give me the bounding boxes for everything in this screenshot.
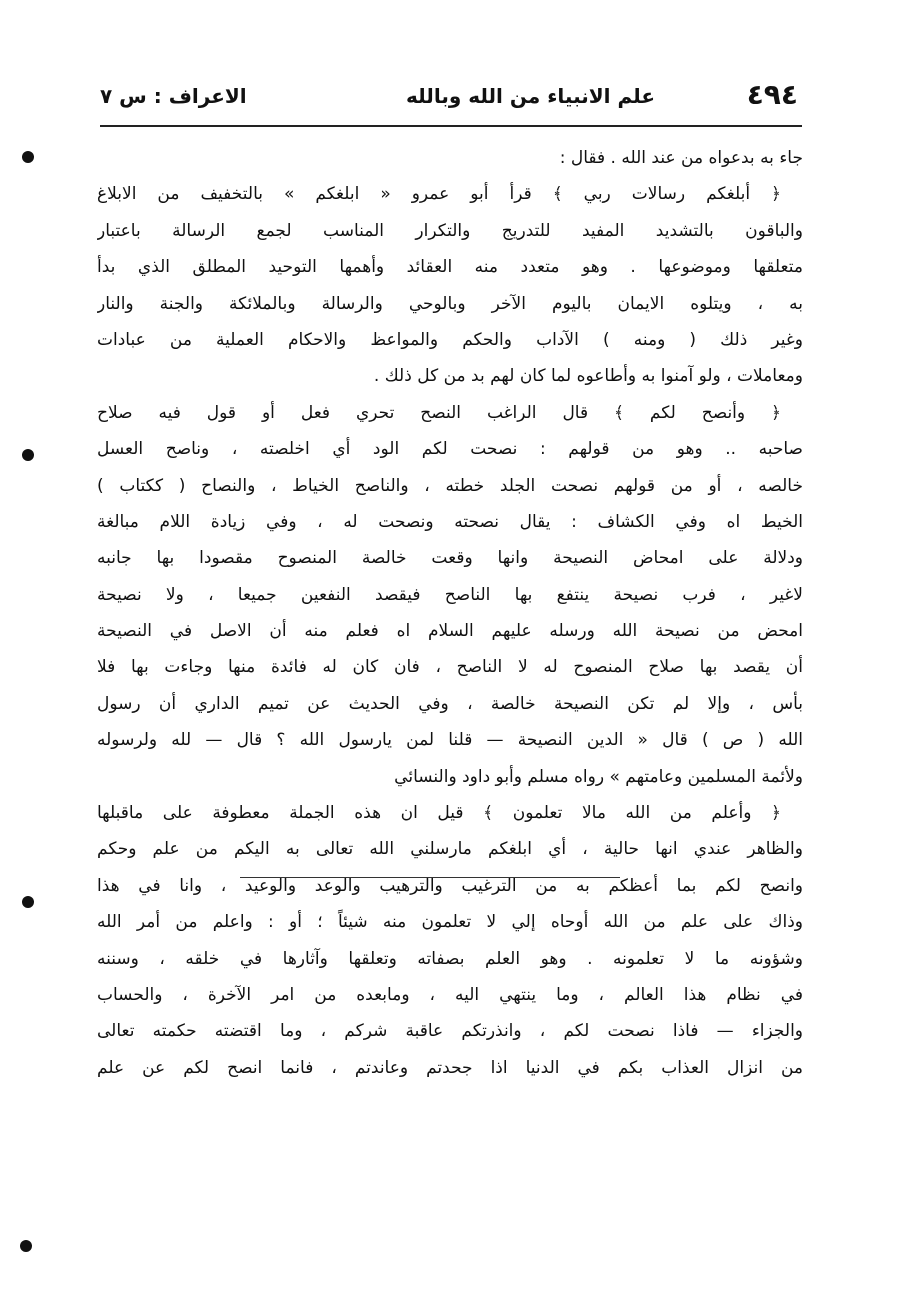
text-line: ﴿ وأنصح لكم ﴾ قال الراغب النصح تحري فعل أو قول فيه صلاح <box>97 402 781 423</box>
text-line: والظاهر عندي انها حالية ، أي ابلغكم مارسلني الله تعالى به اليكم من علم وحكم <box>97 839 803 860</box>
page-header <box>100 78 800 118</box>
text-line: ﴿ أبلغكم رسالات ربي ﴾ قرأ أبو عمرو « ابلغكم » بالتخفيف من الابلاغ <box>97 184 781 205</box>
section-divider <box>240 877 620 878</box>
page-number: ٤٩٤ <box>746 78 798 111</box>
text-line: ودلالة على امحاض النصيحة وانها وقعت خالصة المنصوح مقصودا بها جانبه <box>97 548 803 569</box>
margin-dot <box>22 151 34 163</box>
margin-dot <box>22 896 34 908</box>
text-line: وذاك على علم من الله أوحاه إلي لا تعلمون منه شيئاً ؛ أو : واعلم من أمر الله <box>97 912 803 933</box>
text-line: في نظام هذا العالم ، وما ينتهي اليه ، ومابعده من امر الآخرة ، والحساب <box>97 984 803 1005</box>
text-line: امحض من نصيحة الله ورسله عليهم السلام اه فعلم منه أن الاصل في النصيحة <box>97 621 803 642</box>
text-line: ﴿ وأعلم من الله مالا تعلمون ﴾ قيل ان هذه الجملة معطوفة على ماقبلها <box>97 803 781 824</box>
header-rule <box>100 125 802 127</box>
text-line: صاحبه .. وهو من قولهم : نصحت لكم الود أي اخلصته ، وناصح العسل <box>97 439 803 460</box>
text-line: الخيط اه وفي الكشاف : يقال نصحته ونصحت له ، وفي زيادة اللام مبالغة <box>97 511 803 532</box>
text-line: الله ( ص ) قال « الدين النصيحة — قلنا لمن يارسول الله ؟ قال — لله ولرسوله <box>97 730 803 751</box>
text-line: خالصه ، أو من قولهم نصحت الجلد خطته ، والناصح الخياط ، والنصاح ( ككتاب ) <box>97 475 803 496</box>
text-line: والجزاء — فاذا نصحت لكم ، وانذرتكم عاقبة شركم ، وما اقتضته حكمته تعالى <box>97 1021 803 1042</box>
body-text <box>97 140 803 1086</box>
text-line: وغير ذلك ( ومنه ) الآداب والحكم والمواعظ والاحكام العملية من عبادات <box>97 329 803 350</box>
text-line: به ، ويتلوه الايمان باليوم الآخر وبالوحي والرسالة وبالملائكة والجنة والنار <box>97 293 803 314</box>
text-line: وشؤونه ما لا تعلمونه . وهو العلم بصفاته وتعلقها وآثارها في خلقه ، وسننه <box>97 948 803 969</box>
running-title: علم الانبياء من الله وبالله <box>406 84 655 108</box>
text-line: لاغير ، فرب نصيحة ينتفع بها الناصح فيقصد النفعين جميعا ، ولا نصيحة <box>97 584 803 605</box>
text-line: أن يقصد بها صلاح المنصوح له لا الناصح ، فان كان له فائدة منها وجاءت بها فلا <box>97 657 803 678</box>
text-line: ومعاملات ، ولو آمنوا به وأطاعوه لما كان لهم بد من كل ذلك . <box>373 366 803 387</box>
text-line: متعلقها وموضوعها . وهو متعدد منه العقائد وأهمها التوحيد المطلق الذي بدأ <box>97 257 803 278</box>
margin-dot <box>22 449 34 461</box>
text-line: جاء به بدعواه من عند الله . فقال : <box>559 148 803 168</box>
text-line: ولأئمة المسلمين وعامتهم » رواه مسلم وأبو داود والنسائي <box>394 766 803 787</box>
surah-reference: الاعراف : س ٧ <box>100 84 247 108</box>
text-line: بأس ، وإلا لم تكن النصيحة خالصة ، وفي الحديث عن تميم الداري أن رسول <box>97 693 803 714</box>
text-line: وانصح لكم بما أعظكم به من الترغيب والترهيب والوعد والوعيد ، وانا في هذا <box>97 875 803 896</box>
text-line: والباقون بالتشديد المفيد للتدريج والتكرار المناسب لجمع الرسالة باعتبار <box>97 220 803 241</box>
text-line: من انزال العذاب بكم في الدنيا اذا جحدتم وعاندتم ، فانما انصح لكم عن علم <box>97 1057 803 1078</box>
margin-dot <box>20 1240 32 1252</box>
